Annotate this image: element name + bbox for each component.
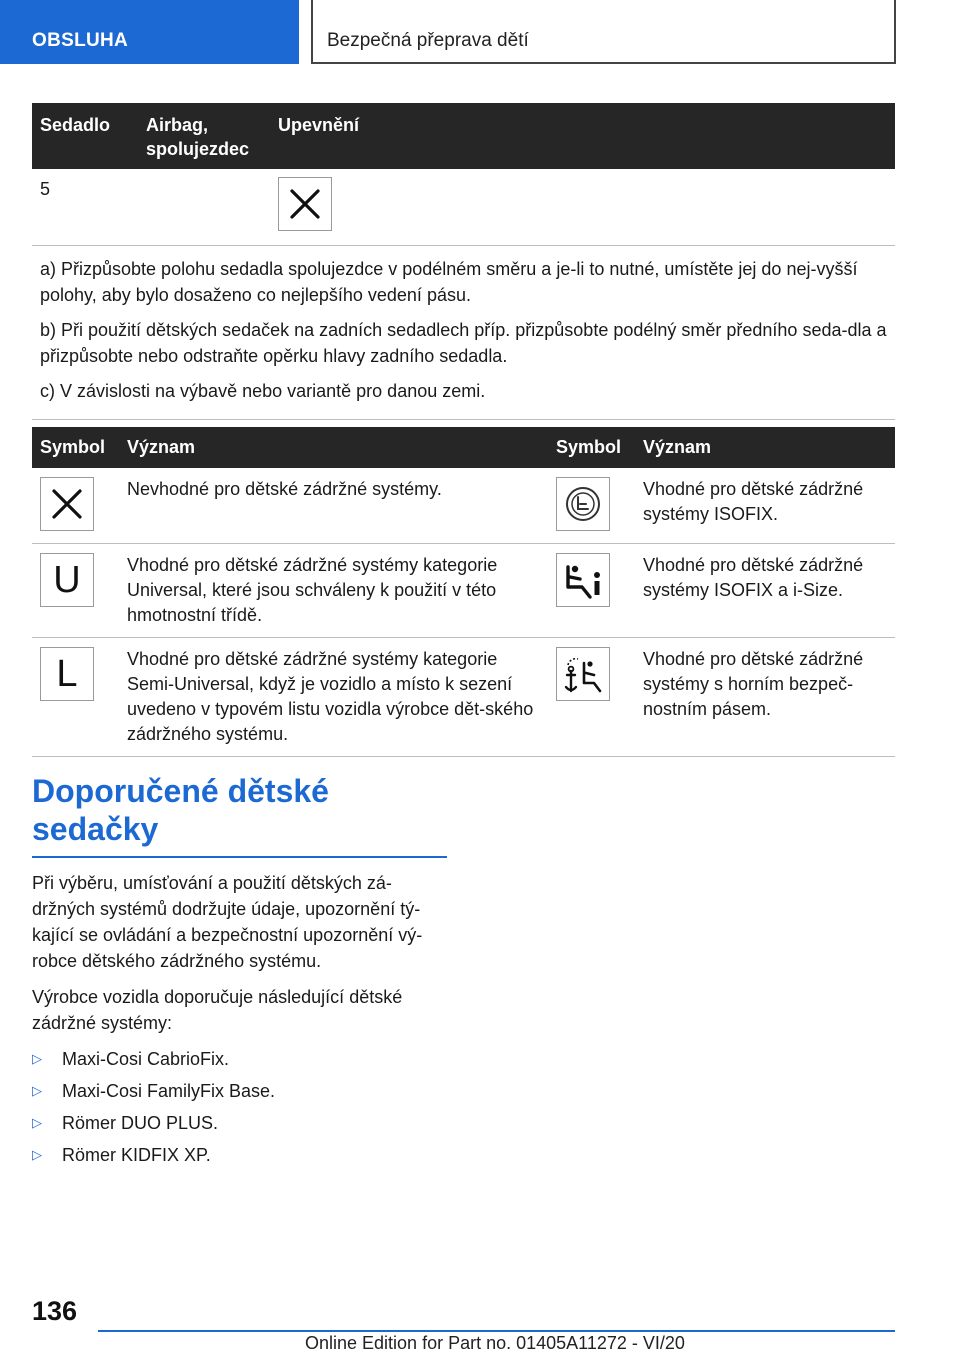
- footer-divider: [98, 1330, 895, 1332]
- list-item: ▷ Römer DUO PLUS.: [32, 1110, 452, 1136]
- section-tab: OBSLUHA: [0, 0, 299, 64]
- legend-text: Vhodné pro dětské zádržné systémy kategorie Semi-Universal, když je vozidlo a místo k sezení uvedeno v typovém listu vozidla výrobce dět-ského zádržného systému.: [119, 637, 548, 756]
- legend-text: Vhodné pro dětské zádržné systémy ISOFIX a i-Size.: [635, 543, 895, 637]
- seat-number: 5: [32, 169, 138, 246]
- table-row: [32, 169, 895, 246]
- paragraph: Výrobce vozidla doporučuje následující dětské zádržné systémy:: [32, 987, 403, 1033]
- legend-text: Vhodné pro dětské zádržné systémy ISOFIX.: [635, 468, 895, 543]
- section-body: [32, 870, 452, 1174]
- col-mounting: Upevnění: [270, 103, 895, 169]
- list-item: ▷ Maxi-Cosi FamilyFix Base.: [32, 1078, 452, 1104]
- chapter-title: Bezpečná přeprava dětí: [311, 0, 896, 64]
- top-tether-icon: [556, 647, 610, 701]
- triangle-bullet-icon: ▷: [32, 1083, 42, 1098]
- legend-text: Vhodné pro dětské zádržné systémy kategorie Universal, které jsou schváleny k použití v této hmotnostní třídě.: [119, 543, 548, 637]
- table-row: [32, 543, 895, 637]
- note-b: b) Při použití dětských sedaček na zadních sedadlech příp. přizpůsobte podélný směr předního seda-dla a přizpůsobte nebo odstraňte opěrku hlavy zadního sedadla.: [40, 320, 887, 366]
- legend-text: Vhodné pro dětské zádržné systémy s horním bezpeč-nostním pásem.: [635, 637, 895, 756]
- note-c: c) V závislosti na výbavě nebo variantě pro danou zemi.: [40, 381, 486, 401]
- col-airbag: Airbag, spolujezdec: [138, 103, 270, 169]
- isofix-isize-icon: [556, 553, 610, 607]
- cross-icon: [40, 477, 94, 531]
- col-symbol-left: Symbol: [32, 427, 119, 468]
- section-heading: Doporučené dětské sedačky: [32, 772, 447, 858]
- col-symbol-right: Symbol: [548, 427, 635, 468]
- paragraph: Při výběru, umísťování a použití dětských zá-držných systémů dodržujte údaje, upozornění tý-kající se ovládání a bezpečnostní upozornění vý-robce dětského zádržného systému.: [32, 873, 423, 971]
- legend-text: Nevhodné pro dětské zádržné systémy.: [119, 468, 548, 543]
- recommended-seats-list: [32, 1046, 452, 1168]
- table-notes: [32, 246, 895, 420]
- triangle-bullet-icon: ▷: [32, 1051, 42, 1066]
- table-row: [32, 468, 895, 543]
- list-item: ▷ Römer KIDFIX XP.: [32, 1142, 452, 1168]
- triangle-bullet-icon: ▷: [32, 1147, 42, 1162]
- semi-universal-icon: L: [40, 647, 94, 701]
- col-meaning-right: Význam: [635, 427, 895, 468]
- note-a: a) Přizpůsobte polohu sedadla spolujezdce v podélném směru a je-li to nutné, umístěte jej do nej-vyšší polohy, aby bylo dosaženo co nejlepšího vedení pásu.: [40, 259, 858, 305]
- symbol-legend-table: [32, 427, 895, 757]
- col-seat: Sedadlo: [32, 103, 138, 169]
- edition-footer: Online Edition for Part no. 01405A11272 - VI/20: [305, 1333, 685, 1353]
- col-meaning-left: Význam: [119, 427, 548, 468]
- airbag-cell: [138, 169, 270, 246]
- cross-icon: [278, 177, 332, 231]
- table-row: [32, 637, 895, 756]
- page-number: 136: [32, 1296, 78, 1326]
- triangle-bullet-icon: ▷: [32, 1115, 42, 1130]
- seat-table: [32, 103, 895, 420]
- universal-icon: U: [40, 553, 94, 607]
- list-item: ▷ Maxi-Cosi CabrioFix.: [32, 1046, 452, 1072]
- isofix-icon: [556, 477, 610, 531]
